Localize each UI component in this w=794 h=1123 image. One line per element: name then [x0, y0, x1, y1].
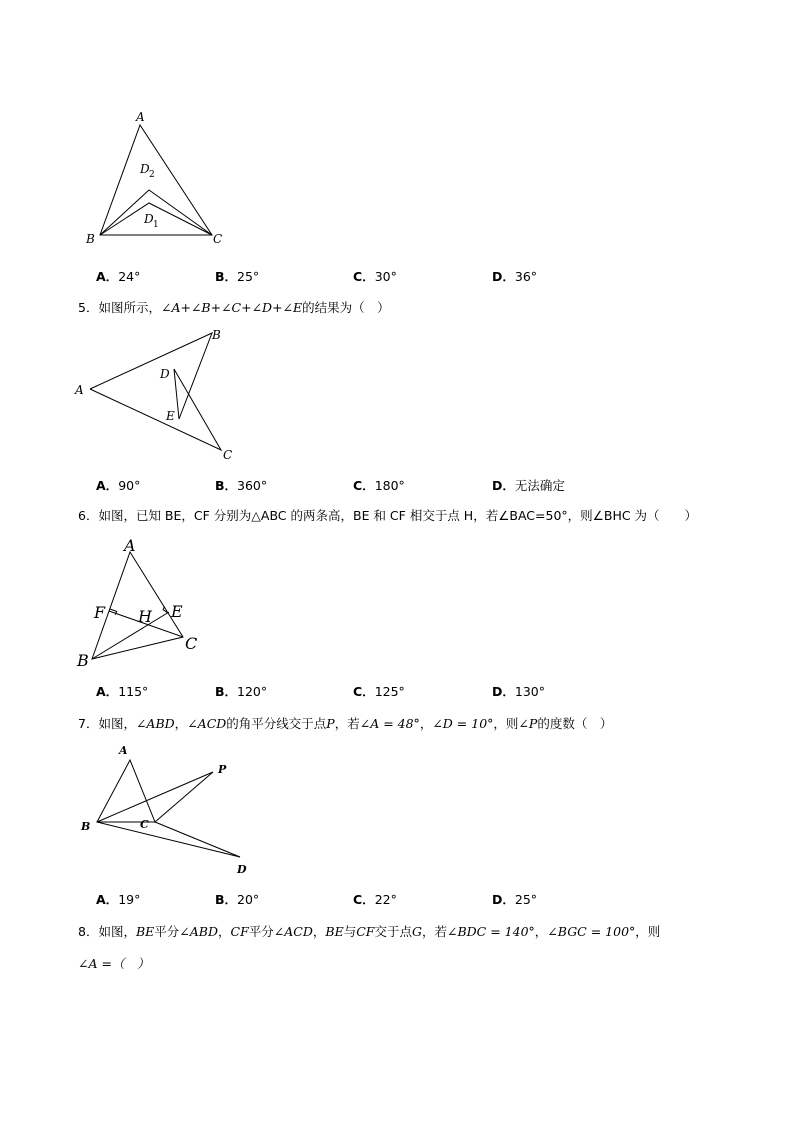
q5-option-d[interactable]: D．无法确定 [492, 478, 565, 493]
label-E: E [171, 602, 183, 621]
label-H: H [138, 607, 152, 626]
q4-option-c[interactable]: C．30° [353, 269, 397, 284]
label-A: A [124, 536, 136, 555]
q6-option-d[interactable]: D．130° [492, 684, 545, 699]
q7-option-a[interactable]: A．19° [96, 892, 141, 907]
label-F: F [94, 603, 106, 622]
label-C: C [223, 448, 233, 462]
q7-figure [75, 740, 265, 882]
q7-stem: 7．如图，∠ABD，∠ACD的角平分线交于点P，若∠A = 48°，∠D = 10°，则∠P的度数（ ） [78, 716, 613, 731]
label-B: B [77, 651, 89, 670]
segment-ac-cd-de [90, 369, 221, 450]
q4-option-a[interactable]: A．24° [96, 269, 141, 284]
q6-option-a[interactable]: A．115° [96, 684, 149, 699]
q5-stem: 5．如图所示，∠A+∠B+∠C+∠D+∠E的结果为（ ） [78, 300, 390, 315]
label-D1-sub: 1 [153, 220, 159, 230]
q6-option-c[interactable]: C．125° [353, 684, 405, 699]
bisector-cp [155, 772, 213, 822]
label-E: E [166, 409, 175, 423]
triangle-abc [100, 125, 212, 235]
q7-option-d[interactable]: D．25° [492, 892, 538, 907]
label-D2-sub: 2 [149, 170, 155, 180]
label-C: C [185, 634, 198, 653]
q5-option-a[interactable]: A．90° [96, 478, 141, 493]
q7-option-b[interactable]: B．20° [215, 892, 260, 907]
q6-stem: 6．如图，已知 BE，CF 分别为△ABC 的两条高，BE 和 CF 相交于点 H，若∠BAC=50°，则∠BHC 为（ ） [78, 508, 698, 523]
label-C: C [140, 818, 149, 831]
q8-stem-line1: 8．如图，BE平分∠ABD，CF平分∠ACD，BE与CF交于点G，若∠BDC = 140°，∠BGC = 100°，则 [78, 924, 661, 939]
segment-ab-bc [90, 333, 212, 419]
label-C: C [213, 232, 223, 246]
q4-option-d[interactable]: D．36° [492, 269, 538, 284]
q4-figure [80, 105, 240, 250]
label-D: D [160, 367, 170, 381]
q5-figure [70, 322, 250, 467]
q8-stem-line2: ∠A =（ ） [78, 956, 150, 971]
label-A: A [75, 383, 84, 397]
label-B: B [81, 820, 91, 833]
label-B: B [86, 232, 95, 246]
bisector-bp [97, 772, 213, 822]
label-A: A [136, 110, 145, 124]
label-P: P [218, 763, 227, 776]
q7-option-c[interactable]: C．22° [353, 892, 397, 907]
q4-option-b[interactable]: B．25° [215, 269, 260, 284]
q5-option-c[interactable]: C．180° [353, 478, 405, 493]
q6-option-b[interactable]: B．120° [215, 684, 268, 699]
label-D: D [237, 863, 247, 876]
label-D1: D [144, 212, 154, 226]
label-D2: D [140, 162, 150, 176]
triangle-abc [97, 760, 155, 822]
right-angle-e [163, 606, 167, 612]
label-A: A [119, 744, 128, 757]
triangle-abc [92, 552, 183, 659]
q6-figure [70, 532, 220, 677]
label-B: B [212, 328, 221, 342]
q5-option-b[interactable]: B．360° [215, 478, 268, 493]
